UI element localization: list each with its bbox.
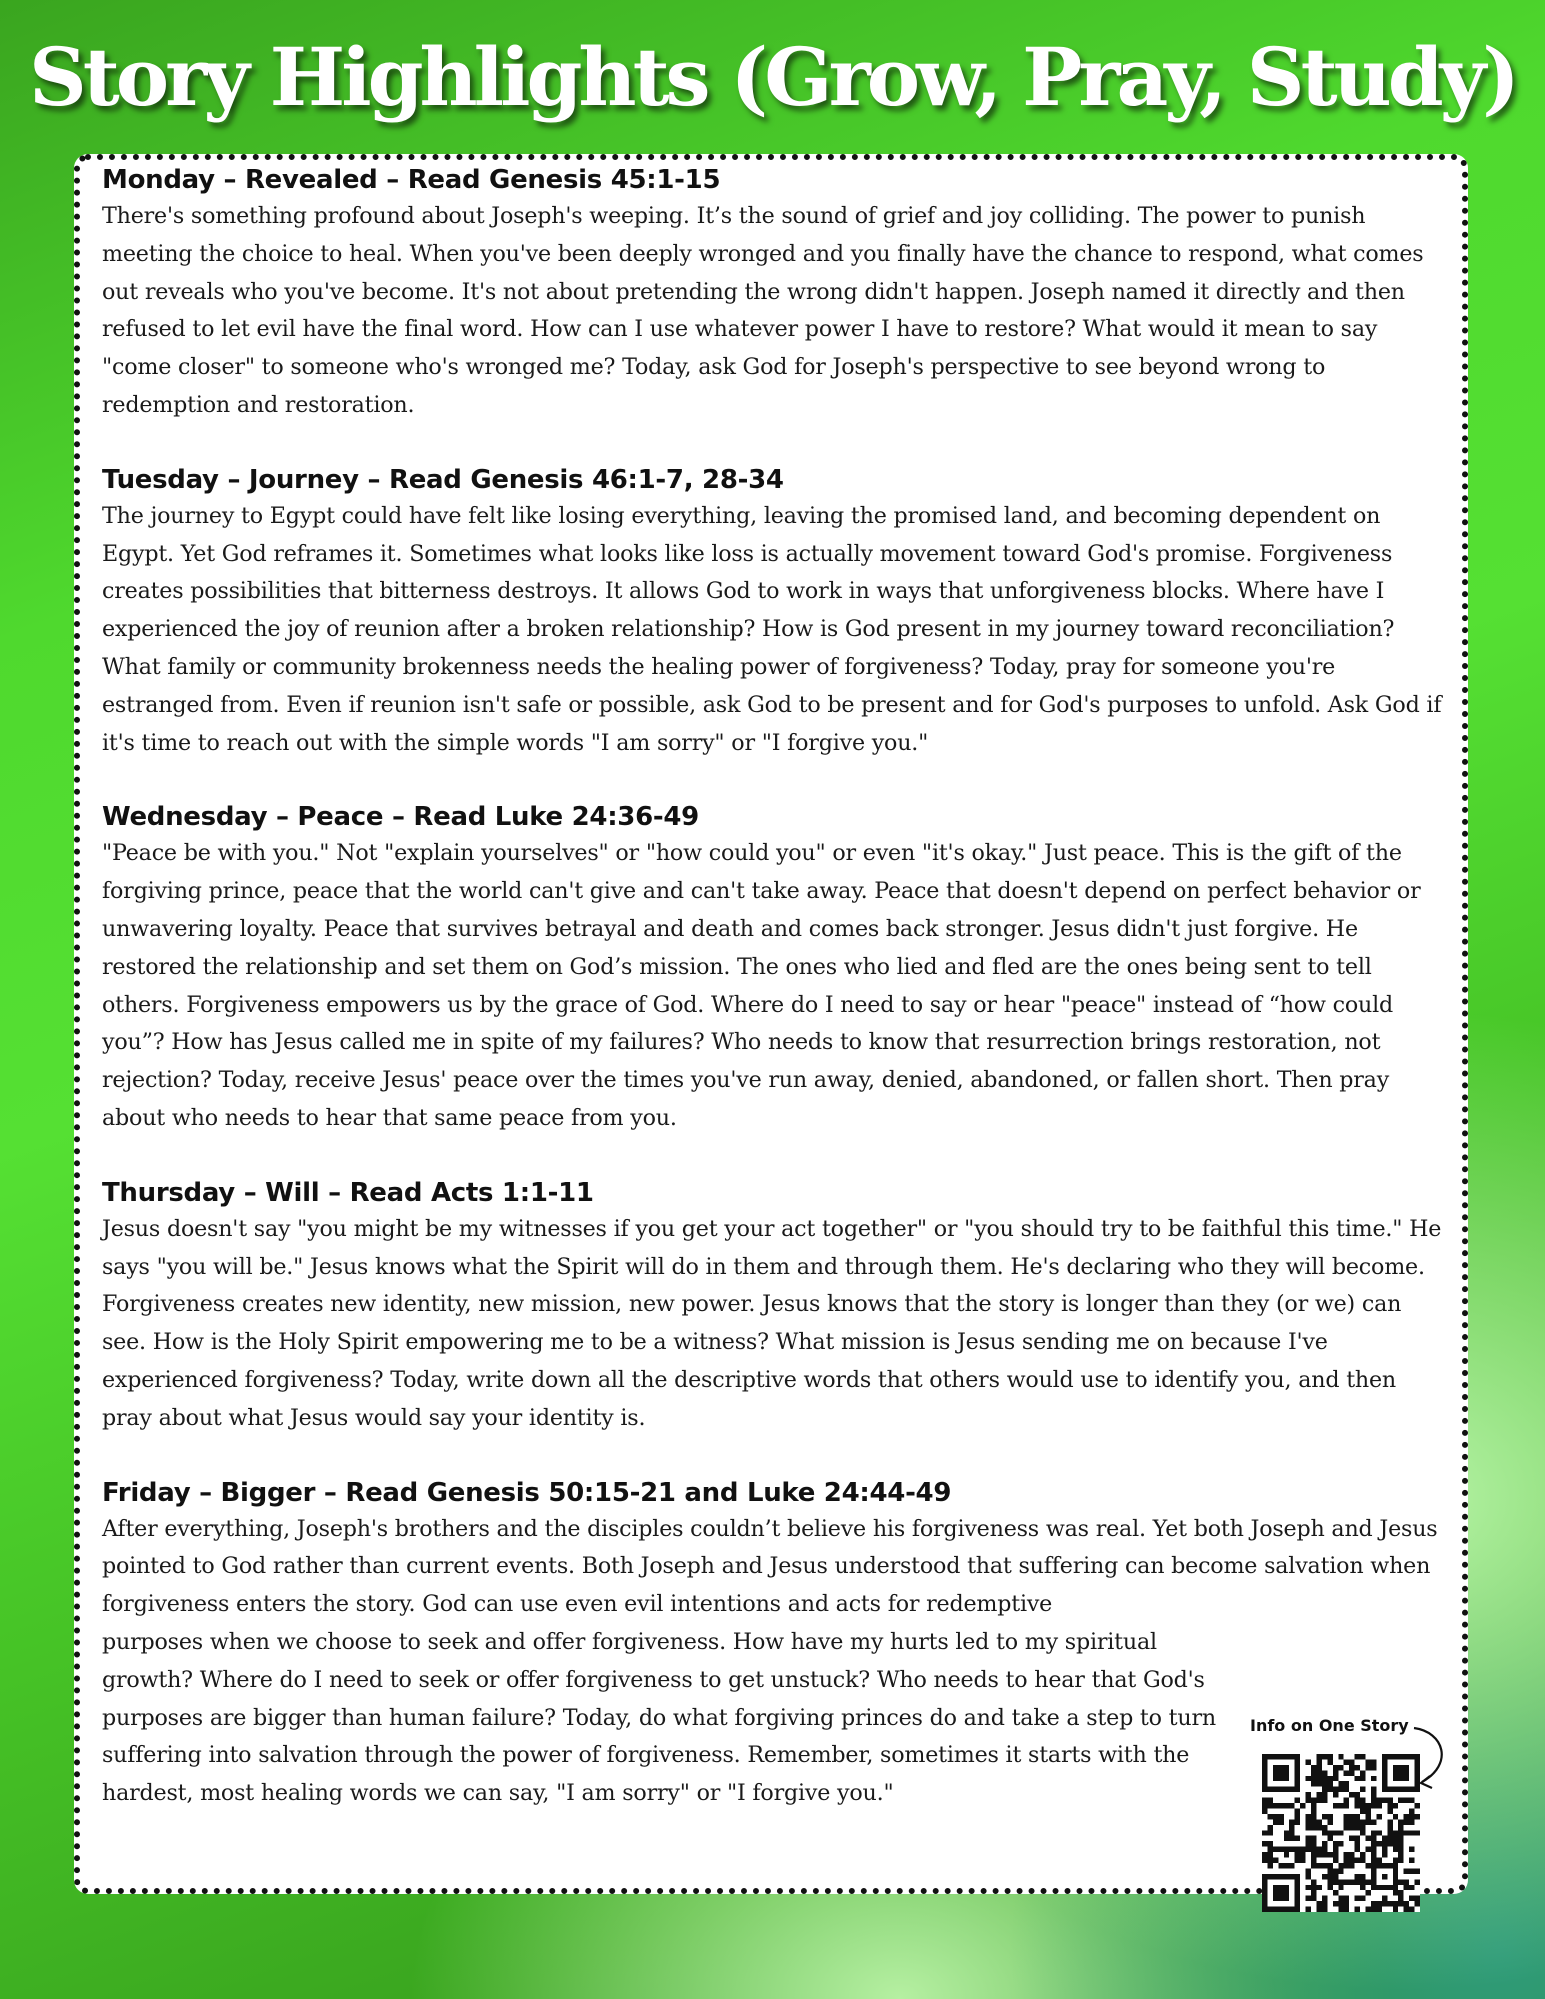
qr-code-icon[interactable]: [1262, 1754, 1420, 1912]
section-body: Jesus doesn't say "you might be my witnesses if you get your act together" or "you should try to be faithful this time." He says "you will be." Jesus knows what the Spirit will do in them and through them. He's declaring who they will become. Forgiveness creates new identity, new mission, new power. Jesus knows that the story is longer than they (or we) can see. How is the Holy Spirit empowering me to be a witness? What mission is Jesus sending me on because I've experienced forgiveness? Today, write down all the descriptive words that others would use to identify you, and then pray about what Jesus would say your identity is.: [102, 1215, 1442, 1431]
section-body: "Peace be with you." Not "explain yourselves" or "how could you" or even "it's okay." Just peace. This is the gift of the forgiving prince, peace that the world can't give and can't take away. Peace that doesn't depend on perfect behavior or unwavering loyalty. Peace that survives betrayal and death and comes back stronger. Jesus didn't just forgive. He restored the relationship and set them on God’s mission. The ones who lied and fled are the ones being sent to tell others. Forgiveness empowers us by the grace of God. Where do I need to say or hear "peace" instead of “how could you”? How has Jesus called me in spite of my failures? Who needs to know that resurrection brings restoration, not rejection? Today, receive Jesus' peace over the times you've run away, denied, abandoned, or fallen short. Then pray about who needs to hear that same peace from you.: [102, 840, 1421, 1131]
section-heading: Wednesday – Peace – Read Luke 24:36-49: [102, 802, 699, 833]
section-body: There's something profound about Joseph's weeping. It’s the sound of grief and joy colliding. The power to punish meeting the choice to heal. When you've been deeply wronged and you finally have the chance to respond, what comes out reveals who you've become. It's not about pretending the wrong didn't happen. Joseph named it directly and then refused to let evil have the final word. How can I use whatever power I have to restore? What would it mean to say "come closer" to someone who's wronged me? Today, ask God for Joseph's perspective to see beyond wrong to redemption and restoration.: [102, 203, 1424, 418]
page-title: Story Highlights (Grow, Pray, Study): [29, 30, 1516, 124]
qr-label: Info on One Story: [1250, 1716, 1409, 1735]
section-heading: Thursday – Will – Read Acts 1:1-11: [102, 1177, 594, 1208]
section-body: The journey to Egypt could have felt like losing everything, leaving the promised land, and becoming dependent on Egypt. Yet God reframes it. Sometimes what looks like loss is actually movement toward God's promise. Forgiveness creates possibilities that bitterness destroys. It allows God to work in ways that unforgiveness blocks. Where have I experienced the joy of reunion after a broken relationship? How is God present in my journey toward reconciliation? What family or community brokenness needs the healing power of forgiveness? Today, pray for someone you're estranged from. Even if reunion isn't safe or possible, ask God to be present and for God's purposes to unfold. Ask God if it's time to reach out with the simple words "I am sorry" or "I forgive you.": [102, 502, 1442, 756]
section-heading: Monday – Revealed – Read Genesis 45:1-15: [102, 165, 721, 195]
section-monday: [102, 162, 1442, 425]
devotional-content: [102, 162, 1442, 1850]
section-thursday: [102, 1175, 1442, 1438]
section-body-narrow: purposes when we choose to seek and offer forgiveness. How have my hurts led to my spiritual growth? Where do I need to seek or offer forgiveness to get unstuck? Who needs to hear that God's purposes are bigger than human failure? Today, do what forgiving princes do and take a step to turn suffering into salvation through the power of forgiveness. Remember, sometimes it starts with the hardest, most healing words we can say, "I am sorry" or "I forgive you.": [102, 1628, 1216, 1807]
section-heading: Friday – Bigger – Read Genesis 50:15-21 and Luke 24:44-49: [102, 1477, 952, 1508]
qr-info-block[interactable]: [1240, 1716, 1455, 1916]
section-wednesday: [102, 799, 1442, 1137]
section-body-wide: After everything, Joseph's brothers and the disciples couldn’t believe his forgiveness was real. Yet both Joseph and Jesus pointed to God rather than current events. Both Joseph and Jesus understood that suffering can become salvation when forgiveness enters the story. God can use even evil intentions and acts for redemptive: [102, 1515, 1438, 1618]
section-heading: Tuesday – Journey – Read Genesis 46:1-7, 28-34: [102, 464, 784, 495]
section-tuesday: [102, 462, 1442, 763]
